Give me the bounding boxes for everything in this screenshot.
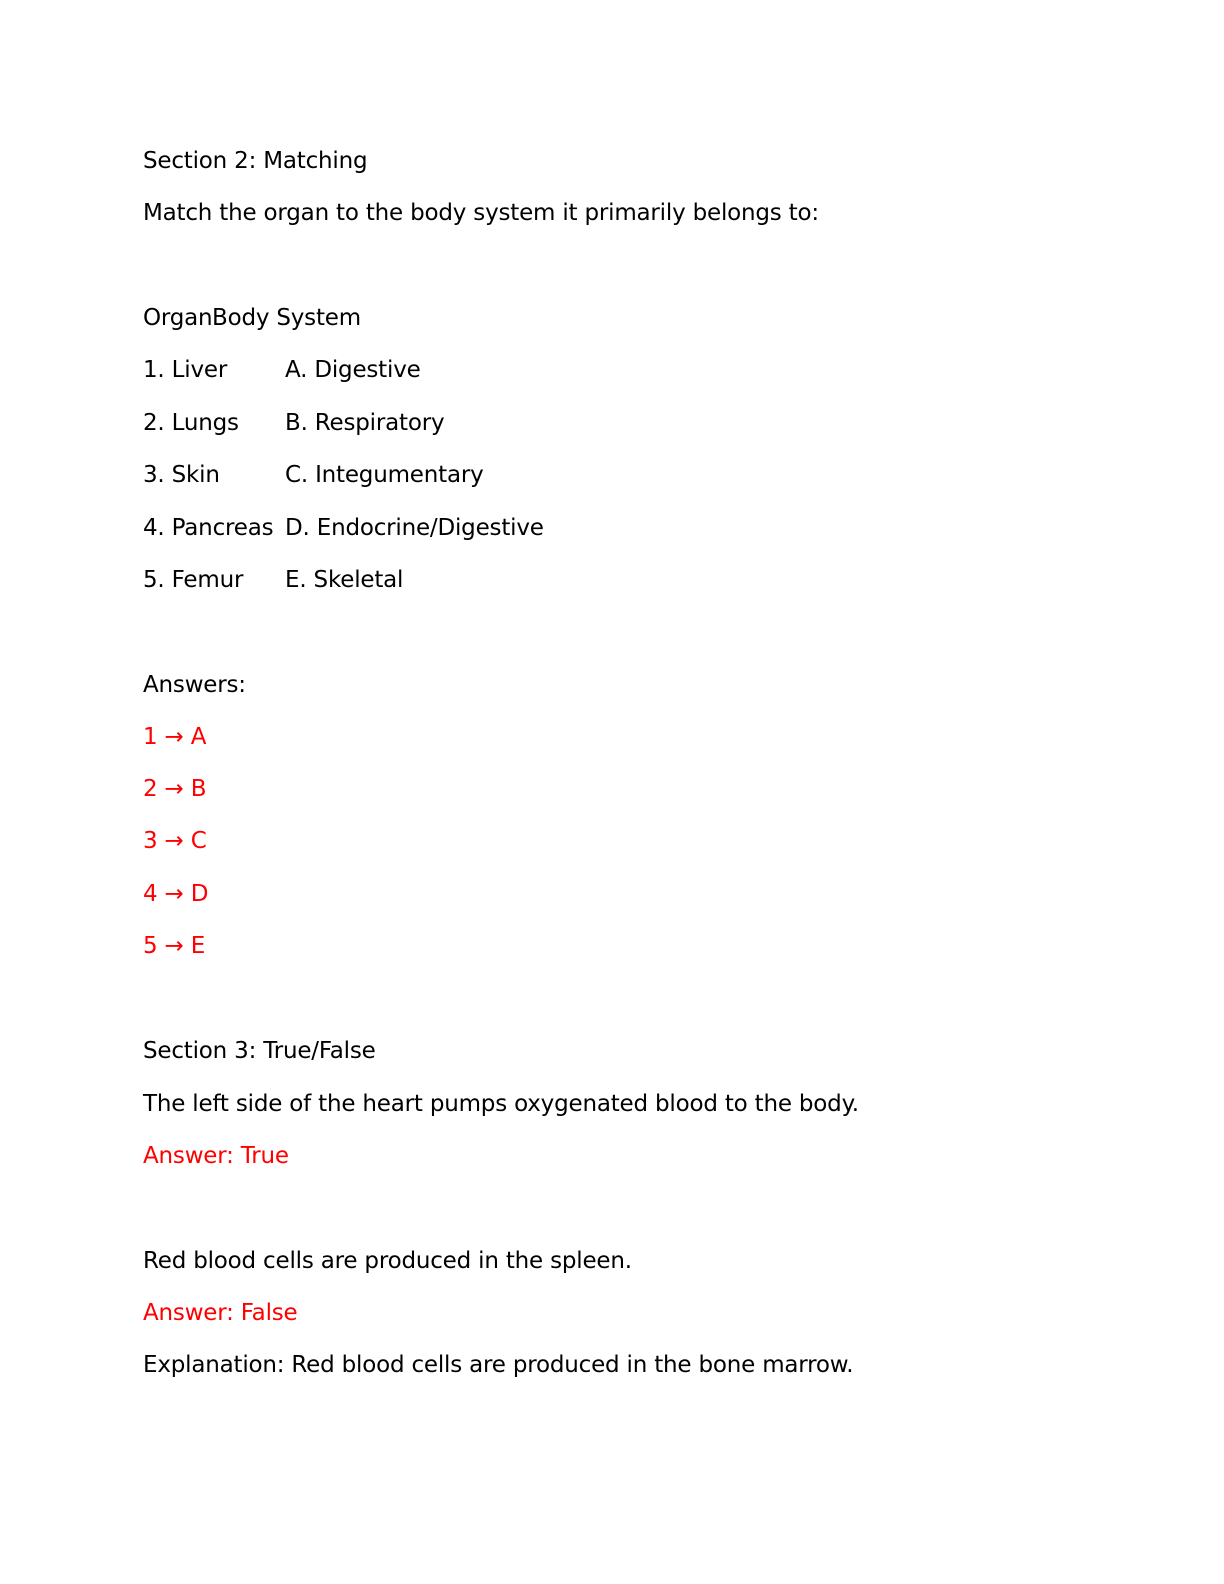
organ-row-3: 3. Skin [143, 462, 220, 488]
answer-2: 2 → B [143, 776, 207, 802]
explanation: Explanation: Red blood cells are produced in the bone marrow. [143, 1352, 854, 1378]
section3-title: Section 3: True/False [143, 1038, 376, 1064]
answer-question-1: Answer: True [143, 1143, 289, 1169]
section2-instruction: Match the organ to the body system it primarily belongs to: [143, 200, 819, 226]
organ-row-1: 1. Liver [143, 357, 228, 383]
organ-row-4: 4. Pancreas [143, 515, 274, 541]
question-2: Red blood cells are produced in the spleen. [143, 1248, 632, 1274]
organ-row-2: 2. Lungs [143, 410, 239, 436]
section2-title: Section 2: Matching [143, 148, 368, 174]
answers-label: Answers: [143, 672, 246, 698]
system-row-4: D. Endocrine/Digestive [285, 515, 544, 541]
answer-1: 1 → A [143, 724, 207, 750]
answer-4: 4 → D [143, 881, 209, 907]
header-body-system: Body System [212, 305, 361, 331]
answer-5: 5 → E [143, 933, 206, 959]
system-row-1: A. Digestive [285, 357, 421, 383]
system-row-3: C. Integumentary [285, 462, 484, 488]
answer-3: 3 → C [143, 828, 207, 854]
question-1: The left side of the heart pumps oxygenated blood to the body. [143, 1091, 859, 1117]
organ-row-5: 5. Femur [143, 567, 244, 593]
system-row-2: B. Respiratory [285, 410, 445, 436]
answer-question-2: Answer: False [143, 1300, 298, 1326]
system-row-5: E. Skeletal [285, 567, 404, 593]
header-organ: Organ [143, 305, 213, 331]
